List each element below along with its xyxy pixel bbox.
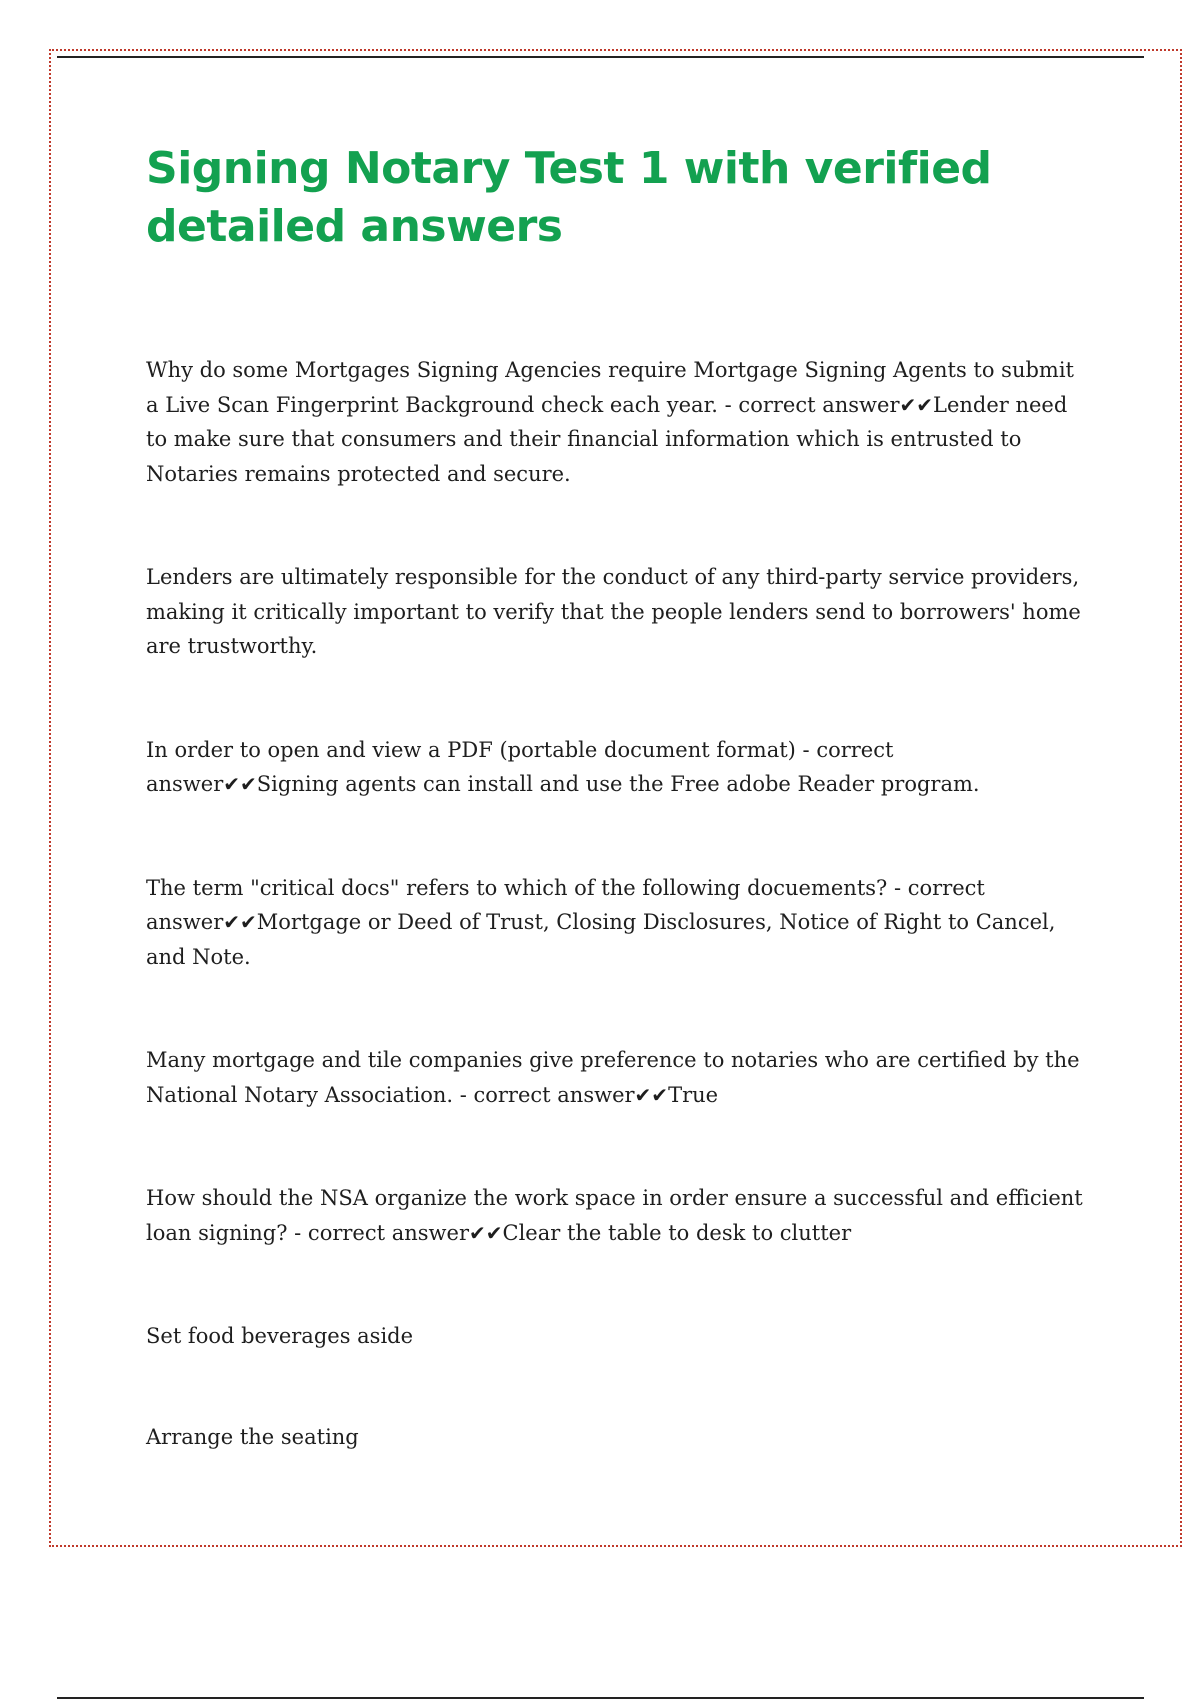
qa-item-1 — [146, 353, 1086, 491]
paragraph-text: Set food beverages aside — [146, 1324, 414, 1348]
document-title: Signing Notary Test 1 with verified detailed answers — [146, 143, 992, 252]
check-icon: ✔✔ — [899, 392, 933, 417]
paragraph-text: Arrange the seating — [146, 1424, 359, 1449]
qa-item-2 — [146, 560, 1086, 664]
check-icon: ✔✔ — [468, 1220, 503, 1245]
document-body — [146, 140, 1086, 1520]
check-icon: ✔✔ — [223, 772, 257, 796]
answer-text: Lender need to make sure that consumers and their financial information which is entrusted to Notaries remains protected and secure. — [146, 392, 1068, 486]
question-text: How should the NSA organize the work space in order ensure a successful and efficient loan signing? - correct answer — [146, 1186, 1083, 1245]
answer-text: True — [668, 1082, 719, 1107]
qa-item-8 — [146, 1420, 1086, 1455]
top-divider — [57, 56, 1144, 58]
check-icon: ✔✔ — [634, 1082, 669, 1107]
check-icon: ✔✔ — [223, 910, 257, 934]
question-text: In order to open and view a PDF (portable document format) - correct answer — [146, 737, 894, 796]
qa-item-7 — [146, 1319, 1086, 1354]
answer-text: Clear the table to desk to clutter — [502, 1220, 852, 1245]
answer-text: Signing agents can install and use the Free adobe Reader program. — [256, 772, 980, 796]
qa-item-4 — [146, 871, 1086, 975]
qa-item-3 — [146, 733, 1086, 802]
question-text: Many mortgage and tile companies give preference to notaries who are certified by the National Notary Association. - correct answer — [146, 1048, 1080, 1107]
bottom-divider — [57, 1697, 1144, 1699]
qa-item-5 — [146, 1043, 1086, 1112]
question-text: The term "critical docs" refers to which of the following docuements? - correct answer — [146, 875, 985, 934]
answer-text: Mortgage or Deed of Trust, Closing Disclosures, Notice of Right to Cancel, and Note. — [146, 910, 1056, 969]
qa-list — [146, 353, 1086, 1454]
question-text: Why do some Mortgages Signing Agencies require Mortgage Signing Agents to submit a Live Scan Fingerprint Background check each year. - correct answer — [146, 358, 1074, 417]
qa-item-6 — [146, 1181, 1086, 1250]
paragraph-text: Lenders are ultimately responsible for the conduct of any third-party service providers, making it critically important to verify that the people lenders send to borrowers' home are trustworthy. — [146, 565, 1081, 658]
